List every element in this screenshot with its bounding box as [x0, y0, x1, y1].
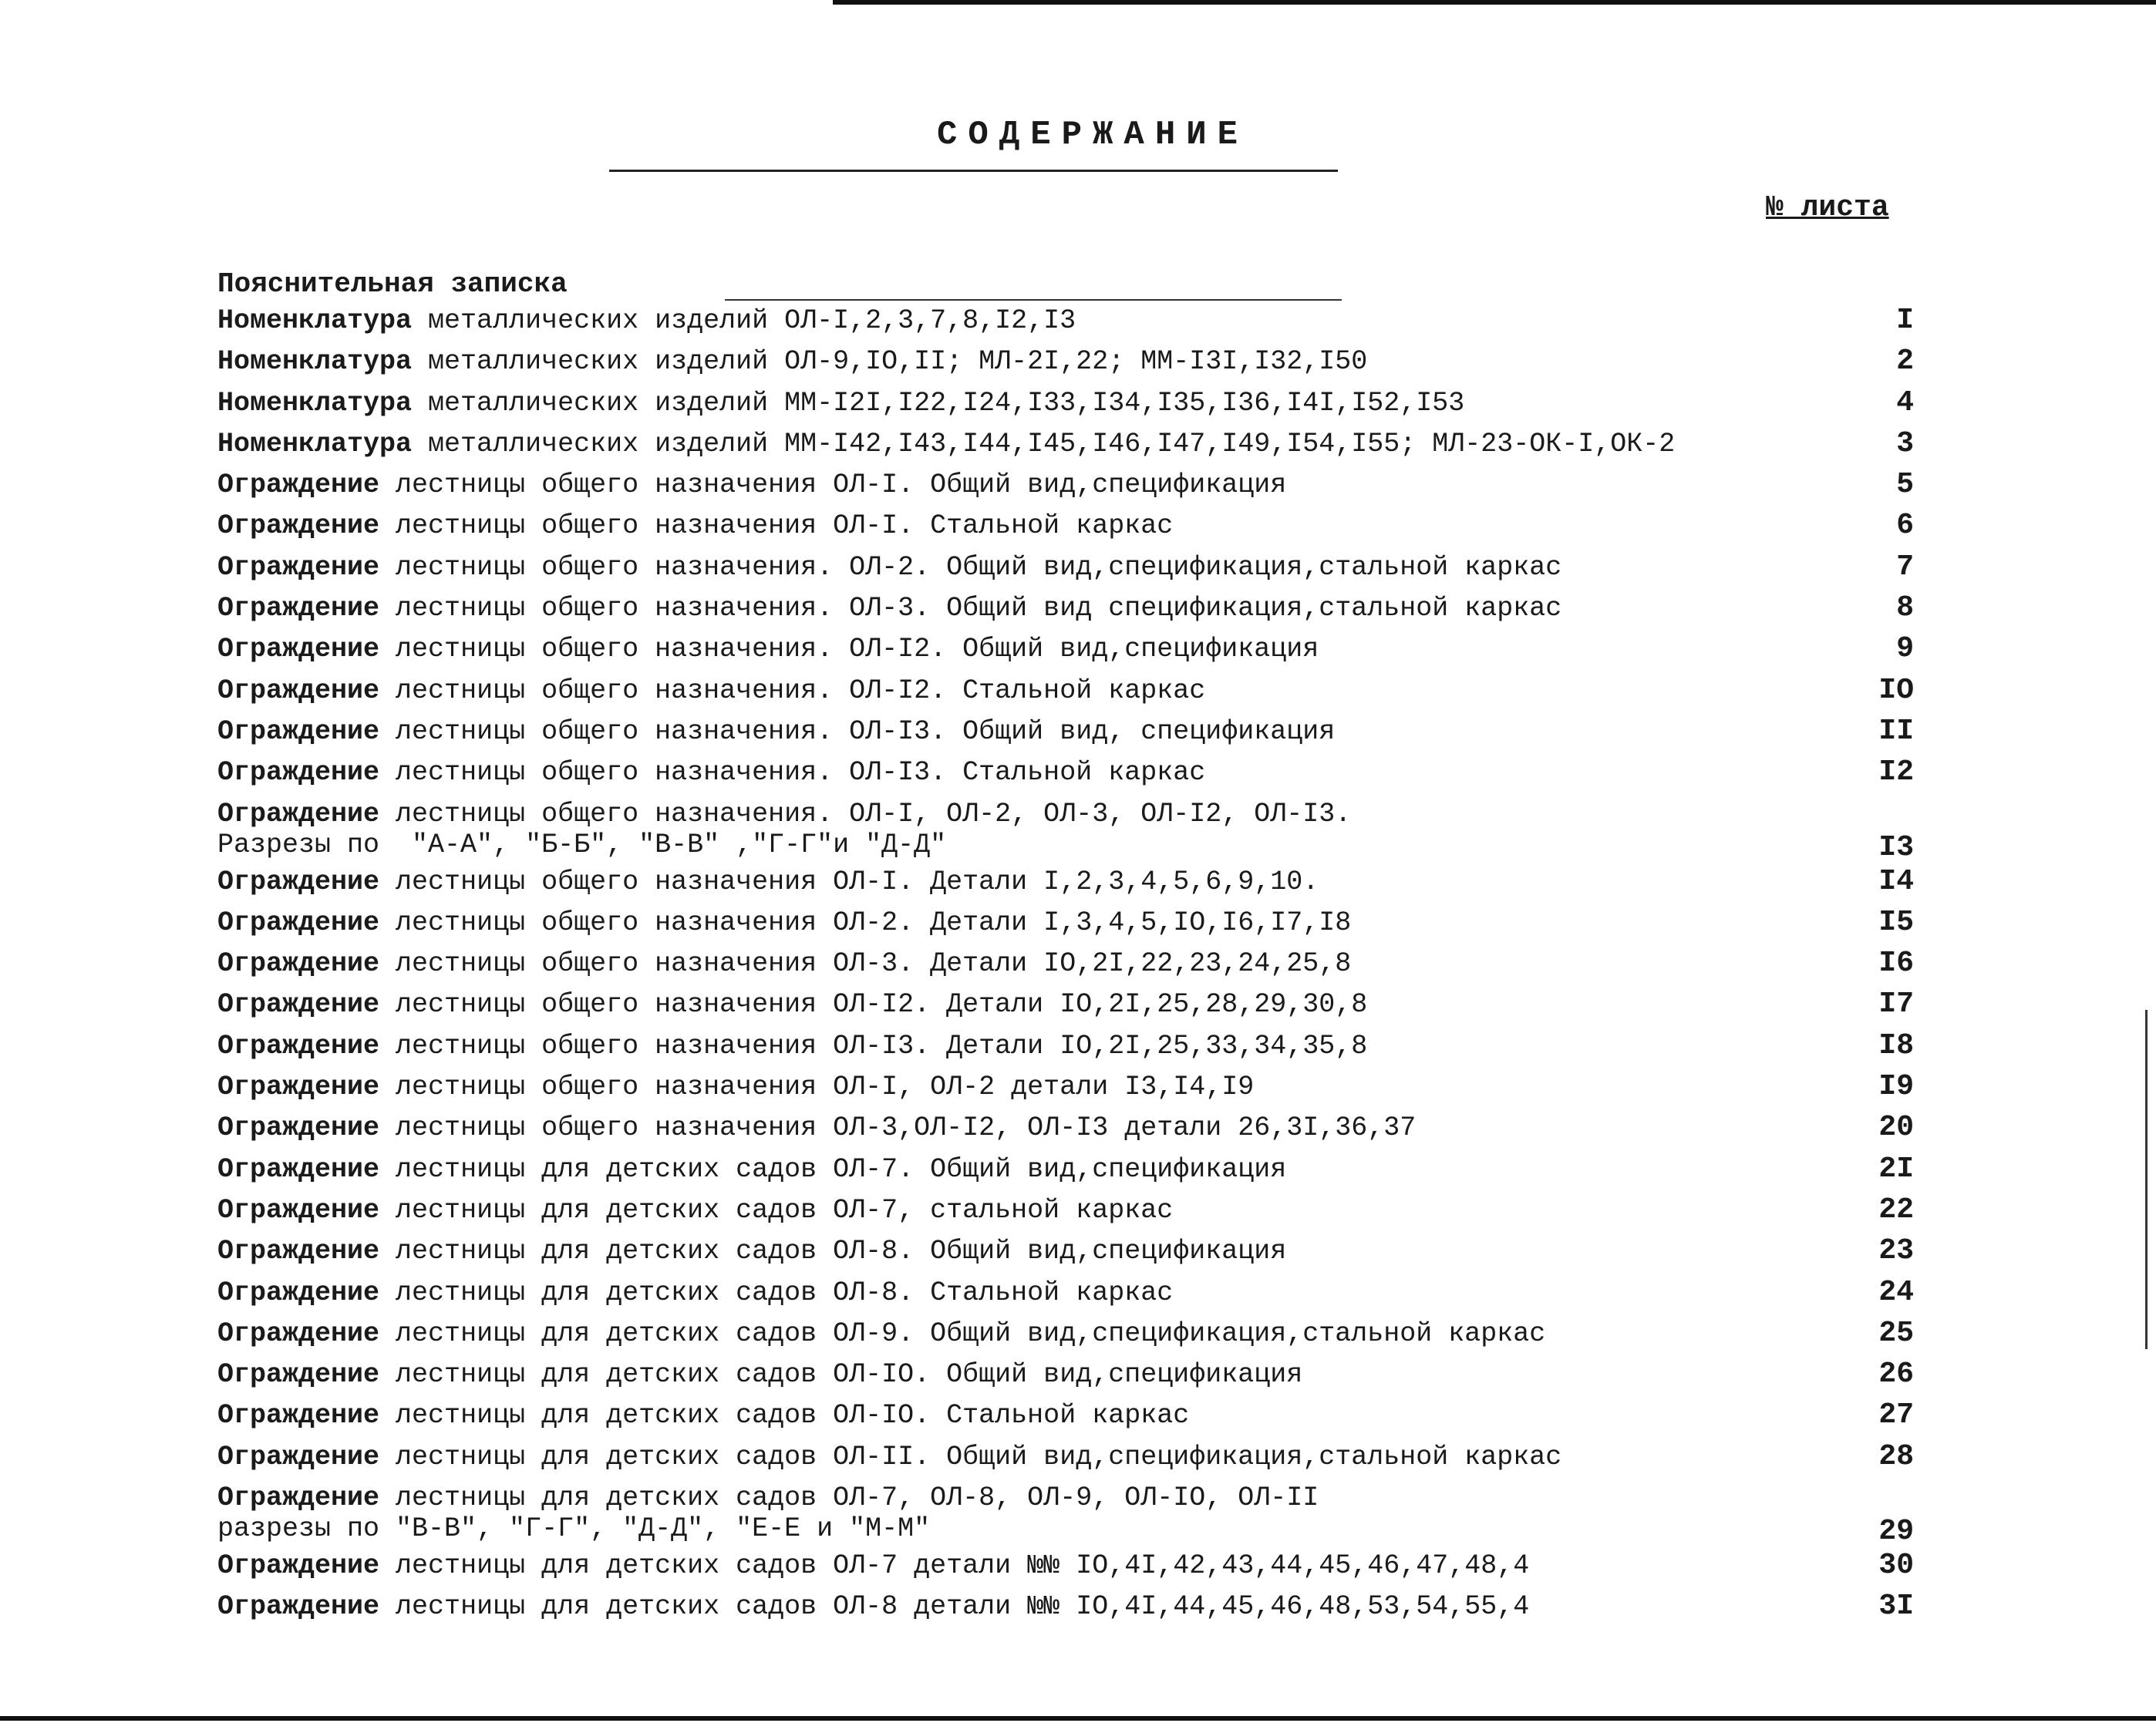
toc-page-number: 3I [1878, 1590, 1914, 1624]
toc-entry-title [217, 388, 1821, 419]
toc-page-number: 23 [1878, 1234, 1914, 1268]
toc-page-number: I5 [1878, 905, 1914, 939]
toc-entry-title [217, 1591, 1821, 1622]
toc-page-number: 2I [1878, 1152, 1914, 1186]
toc-entry-title [217, 593, 1821, 624]
toc-entry-title [217, 1400, 1821, 1431]
toc-page-number: 27 [1878, 1398, 1914, 1432]
title-underline [609, 170, 1338, 172]
toc-row [217, 346, 1914, 387]
toc-page-number: 7 [1896, 550, 1914, 584]
toc-entry-lead: Ограждение [217, 634, 380, 665]
toc-entry-title [217, 907, 1821, 938]
toc-entry-text: лестницы общего назначения. ОЛ-I, ОЛ-2, ОЛ-3, ОЛ-I2, ОЛ-I3. [379, 798, 1352, 830]
toc-entries [217, 305, 1914, 1633]
toc-entry-lead: Ограждение [217, 1194, 380, 1226]
toc-entry-lead: Ограждение [217, 989, 380, 1021]
toc-entry-title [217, 305, 1821, 336]
toc-entry-lead: Ограждение [217, 1591, 380, 1623]
toc-row [217, 864, 1914, 907]
toc-entry-title [217, 510, 1821, 541]
toc-entry-text: металлических изделий ОЛ-9,IO,II; МЛ-2I,22; ММ-I3I,I32,I50 [412, 346, 1368, 378]
toc-entry-title [217, 634, 1821, 665]
toc-page-number: II [1878, 714, 1914, 748]
toc-entry-lead: Ограждение [217, 1153, 380, 1185]
toc-entry-lead: Ограждение [217, 948, 380, 980]
toc-row [217, 1236, 1914, 1277]
right-edge-mark [2145, 1010, 2148, 1349]
toc-row [217, 1028, 1914, 1072]
toc-row [217, 1591, 1914, 1632]
toc-page-number: I3 [1878, 830, 1914, 864]
intro-entry: Пояснительная записка [217, 268, 568, 300]
toc-entry-title [217, 552, 1821, 583]
toc-page-number: 2 [1896, 345, 1914, 379]
toc-row [217, 1359, 1914, 1400]
toc-entry-lead: Ограждение [217, 1030, 380, 1062]
toc-entry-lead: Номенклатура [217, 387, 413, 419]
toc-entry-text: лестницы для детских садов ОЛ-7. Общий вид,спецификация [379, 1153, 1287, 1185]
toc-entry-text: лестницы общего назначения ОЛ-I. Стальной каркас [379, 510, 1174, 542]
toc-entry-title [217, 799, 1821, 860]
toc-row [217, 1154, 1914, 1195]
toc-entry-lead: Номенклатура [217, 428, 413, 459]
toc-entry-lead: Ограждение [217, 715, 380, 747]
toc-entry-title [217, 1154, 1821, 1185]
toc-entry-text: лестницы общего назначения. ОЛ-2. Общий вид,спецификация,стальной каркас [379, 551, 1562, 583]
toc-page-number: 4 [1896, 385, 1914, 419]
toc-entry-lead: Ограждение [217, 1482, 380, 1514]
toc-entry-lead: Ограждение [217, 798, 380, 830]
toc-row [217, 907, 1914, 948]
toc-entry-lead: Ограждение [217, 675, 380, 706]
toc-page-number: I6 [1878, 947, 1914, 981]
toc-row [217, 385, 1914, 429]
toc-row [217, 1400, 1914, 1441]
toc-row [217, 1072, 1914, 1112]
toc-entry-title [217, 429, 1821, 459]
toc-row [217, 1318, 1914, 1359]
toc-page-number: I2 [1878, 755, 1914, 789]
toc-page-number: 22 [1878, 1193, 1914, 1227]
toc-entry-lead: Ограждение [217, 1236, 380, 1267]
toc-entry-title [217, 1072, 1821, 1102]
toc-entry-lead: Ограждение [217, 469, 380, 501]
toc-entry-lead: Ограждение [217, 1317, 380, 1349]
toc-entry-title [217, 1236, 1821, 1267]
toc-page-number: I4 [1878, 864, 1914, 898]
toc-entry-text: лестницы для детских садов ОЛ-9. Общий вид,спецификация,стальной каркас [379, 1317, 1546, 1349]
toc-entry-text: лестницы для детских садов ОЛ-7 детали №№ IO,4I,42,43,44,45,46,47,48,4 [379, 1550, 1530, 1582]
toc-page-number: 24 [1878, 1275, 1914, 1309]
table-of-contents [217, 264, 1914, 1633]
toc-entry-lead: Ограждение [217, 551, 380, 583]
toc-entry-lead: Ограждение [217, 593, 380, 624]
top-border-line [833, 0, 2156, 5]
toc-entry-lead: Ограждение [217, 1359, 380, 1391]
toc-entry-title [217, 469, 1821, 500]
toc-entry-title [217, 346, 1821, 377]
toc-entry-text: лестницы общего назначения ОЛ-I. Общий вид,спецификация [379, 469, 1287, 501]
toc-entry-lead: Ограждение [217, 757, 380, 789]
toc-page-number: I9 [1878, 1070, 1914, 1104]
toc-entry-text: лестницы общего назначения. ОЛ-3. Общий вид спецификация,стальной каркас [379, 593, 1562, 624]
toc-entry-text: лестницы общего назначения ОЛ-3. Детали IO,2I,22,23,24,25,8 [379, 948, 1352, 980]
toc-row [217, 799, 1914, 867]
toc-entry-title [217, 757, 1821, 788]
toc-entry-text: лестницы общего назначения ОЛ-I. Детали I,2,3,4,5,6,9,10. [379, 866, 1319, 897]
toc-entry-title [217, 1442, 1821, 1472]
toc-entry-text: лестницы общего назначения ОЛ-3,ОЛ-I2, ОЛ-I3 детали 26,3I,36,37 [379, 1112, 1417, 1144]
toc-entry-text: лестницы для детских садов ОЛ-IO. Общий вид,спецификация [379, 1359, 1303, 1391]
bottom-border-line [0, 1716, 2156, 1721]
toc-row [217, 305, 1914, 346]
toc-row [217, 552, 1914, 593]
toc-row [217, 593, 1914, 634]
toc-entry-text: лестницы для детских садов ОЛ-8. Общий вид,спецификация [379, 1236, 1287, 1267]
toc-entry-text: лестницы для детских садов ОЛ-8. Стальной каркас [379, 1277, 1174, 1308]
toc-row [217, 634, 1914, 675]
toc-entry-lead: Ограждение [217, 1441, 380, 1472]
toc-entry-lead: Ограждение [217, 510, 380, 542]
toc-entry-text: лестницы общего назначения ОЛ-I3. Детали IO,2I,25,33,34,35,8 [379, 1030, 1368, 1062]
toc-entry-text: лестницы для детских садов ОЛ-II. Общий вид,спецификация,стальной каркас [379, 1441, 1562, 1472]
toc-row [217, 716, 1914, 757]
toc-page-number: 26 [1878, 1358, 1914, 1392]
toc-page-number: I [1896, 304, 1914, 337]
toc-page-number: 5 [1896, 468, 1914, 502]
toc-entry-text: лестницы общего назначения. ОЛ-I2. Общий вид,спецификация [379, 634, 1319, 665]
toc-entry-text: лестницы для детских садов ОЛ-8 детали №№ IO,4I,44,45,46,48,53,54,55,4 [379, 1591, 1530, 1623]
toc-entry-text: металлических изделий ММ-I2I,I22,I24,I33,I34,I35,I36,I4I,I52,I53 [412, 387, 1465, 419]
toc-page-number: I8 [1878, 1028, 1914, 1062]
toc-page-number: 9 [1896, 632, 1914, 666]
toc-page-number: 8 [1896, 591, 1914, 625]
toc-entry-title [217, 1318, 1821, 1349]
toc-entry-lead: Номенклатура [217, 305, 413, 336]
toc-entry-lead: Ограждение [217, 1112, 380, 1144]
toc-row [217, 1439, 1914, 1482]
toc-entry-text: лестницы общего назначения ОЛ-2. Детали I,3,4,5,IO,I6,I7,I8 [379, 907, 1352, 938]
toc-row [217, 510, 1914, 551]
toc-entry-lead: Ограждение [217, 1277, 380, 1308]
toc-entry-title [217, 1277, 1821, 1308]
toc-page-number: 30 [1878, 1549, 1914, 1583]
toc-entry-text: лестницы общего назначения. ОЛ-I3. Общий вид, спецификация [379, 715, 1336, 747]
toc-entry-lead: Ограждение [217, 1072, 380, 1103]
toc-page-number: 6 [1896, 509, 1914, 543]
toc-entry-text: лестницы общего назначения ОЛ-I, ОЛ-2 детали I3,I4,I9 [379, 1072, 1255, 1103]
toc-entry-text: лестницы для детских садов ОЛ-IO. Стальной каркас [379, 1400, 1190, 1432]
toc-entry-lead: Ограждение [217, 1400, 380, 1432]
toc-row [217, 948, 1914, 989]
toc-entry-text: лестницы для детских садов ОЛ-7, ОЛ-8, ОЛ-9, ОЛ-IO, ОЛ-II [379, 1482, 1319, 1514]
toc-page-number: 3 [1896, 426, 1914, 460]
toc-entry-title [217, 675, 1821, 706]
toc-page-number: 20 [1878, 1111, 1914, 1145]
toc-row [217, 1550, 1914, 1591]
toc-entry-title [217, 1482, 1821, 1544]
toc-entry-lead: Ограждение [217, 1550, 380, 1582]
toc-entry-text: лестницы общего назначения ОЛ-I2. Детали IO,2I,25,28,29,30,8 [379, 989, 1368, 1021]
page-title: СОДЕРЖАНИЕ [937, 116, 1249, 154]
toc-entry-text: металлических изделий ММ-I42,I43,I44,I45,I46,I47,I49,I54,I55; МЛ-23-ОК-I,ОК-2 [412, 428, 1676, 459]
toc-row [217, 1482, 1914, 1550]
toc-entry-title [217, 1550, 1821, 1581]
toc-row [217, 989, 1914, 1030]
toc-entry-title [217, 867, 1821, 897]
toc-entry-text: лестницы общего назначения. ОЛ-I3. Стальной каркас [379, 757, 1206, 789]
toc-entry-title [217, 948, 1821, 979]
toc-entry-title [217, 1359, 1821, 1390]
toc-entry-title [217, 1031, 1821, 1062]
toc-row [217, 757, 1914, 798]
toc-entry-lead: Ограждение [217, 866, 380, 897]
toc-page-number: IO [1878, 673, 1914, 707]
toc-entry-text: лестницы общего назначения. ОЛ-I2. Стальной каркас [379, 675, 1206, 706]
toc-row [217, 1277, 1914, 1318]
toc-entry-text-line2: разрезы по "В-В", "Г-Г", "Д-Д", "Е-Е и "М-М" [217, 1513, 931, 1545]
toc-entry-text-line2: Разрезы по "А-А", "Б-Б", "В-В" ,"Г-Г"и "Д-Д" [217, 829, 947, 860]
toc-page-number: 28 [1878, 1439, 1914, 1473]
toc-entry-title [217, 1195, 1821, 1226]
toc-row [217, 1112, 1914, 1153]
toc-row [217, 675, 1914, 716]
toc-row [217, 1195, 1914, 1236]
toc-entry-title [217, 1112, 1821, 1143]
toc-page-number: 25 [1878, 1316, 1914, 1350]
toc-entry-lead: Ограждение [217, 907, 380, 938]
toc-page-number: 29 [1878, 1515, 1914, 1549]
toc-row [217, 426, 1914, 469]
toc-entry-lead: Номенклатура [217, 346, 413, 378]
toc-row [217, 469, 1914, 510]
toc-entry-title [217, 716, 1821, 747]
toc-page-number: I7 [1878, 988, 1914, 1021]
page-number-column-header: № листа [1766, 191, 1889, 224]
toc-entry-text: металлических изделий ОЛ-I,2,3,7,8,I2,I3 [412, 305, 1076, 336]
toc-entry-title [217, 989, 1821, 1020]
toc-entry-text: лестницы для детских садов ОЛ-7, стальной каркас [379, 1194, 1174, 1226]
